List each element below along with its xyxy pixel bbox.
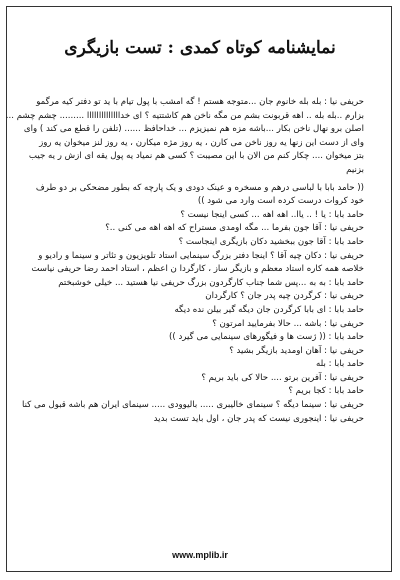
text-line: اصلن برو نهال ناخن بکار ...باشه مزه هم نمیزیزم ... خداحافظ ...... (تلفن را قطع می کند ) وای bbox=[23, 124, 364, 135]
text-line: حریفی نیا : دکان چیه آقا ؟ اینجا دفتر بزرگ سینمایی استاد تلویزیون و تئاتر و سینما و رادیو و bbox=[38, 250, 364, 261]
text-line: حامد بابا : ای بابا کرگردن جان دیگه گیر بیلن نده دیگه bbox=[174, 304, 364, 315]
text-line: حریفی نیا : آهان اومدید بازیگر بشید ؟ bbox=[229, 345, 364, 356]
text-line: حریفی نیا : اینجوری نیست که پدر جان ، اول باید تست بدید bbox=[153, 413, 364, 424]
text-line: حریفی نیا : آفرین برتو .... حالا کی باید بریم ؟ bbox=[201, 372, 364, 383]
text-line: خلاصه همه کاره استاد معظم و بازیگر ساز ، کارگردا ن اعظم ، استاد احمد رضا حریفی نیاست bbox=[31, 264, 364, 275]
page-title: نمایشنامه کوتاه کمدی : تست بازیگری bbox=[64, 38, 336, 58]
text-line: بزارم ..بله بله .. اهه قربونت بشم من مگه ناخن هم کاشتتیه ؟ ای خداااااااااااااا ......... چشم چشم ... bbox=[5, 110, 364, 121]
text-line: وای از دست این زنها یه روز ناخن می کارن ، یه روز مژه میکارن ، یه روز لنز میخوان یه روز bbox=[39, 137, 364, 148]
text-line: بزنیم bbox=[346, 164, 364, 175]
text-line: حامد بابا : کجا بریم ؟ bbox=[288, 386, 364, 397]
text-line: حامد بابا : به به ...پس شما جناب کارگردون بزرگ حریفی نیا هستید ... خیلی خوشبختم bbox=[58, 277, 364, 288]
text-line: حامد بابا : یا ! .. یاا.. اهه اهه ... کسی اینجا نیست ؟ bbox=[180, 209, 364, 220]
text-line: حامد بابا : آقا جون ببخشید دکان بازیگری اینجاست ؟ bbox=[178, 236, 364, 247]
text-line: حریفی نیا : سینما دیگه ؟ سینمای خالیبری ..... بالیوودی ..... سینمای ایران هم باشه قبول می کنا bbox=[21, 400, 364, 411]
text-line: حامد بابا : (( ژست ها و فیگورهای سینمایی می گیرد )) bbox=[169, 332, 364, 343]
text-line: (( حامد بابا با لباسی درهم و مسخره و عینک دودی و یک پارچه که بطور مضحکی بر دو طرف bbox=[35, 182, 364, 193]
text-line: بتز میخوان .... چکار کنم من الان با این مصیبت ؟ کسی هم نمیاد یه پول یقه ای ازش ر یه جیب bbox=[28, 151, 364, 162]
text-line: حریفی نیا : بله بله خانوم جان ...متوجه هستم ! گه امشب با پول تیام با ید تو دفتر کیه مرگمو bbox=[36, 97, 364, 107]
footer-url[interactable]: www.mplib.ir bbox=[172, 550, 228, 560]
text-line: حامد بابا : بله bbox=[316, 359, 364, 370]
play-text bbox=[5, 96, 364, 426]
text-line: حریفی نیا : آقا جون بفرما ... مگه اومدی مستراح که اهه اهه می کنی ..؟ bbox=[105, 223, 364, 234]
text-line: حریفی نیا : کرگردن چیه پدر جان ؟ کارگردان bbox=[205, 291, 364, 302]
text-line: خود کروات درست کرده است وارد می شود )) bbox=[197, 196, 364, 207]
text-line: حریفی نیا : باشه ... حالا بفرمایید امرتون ؟ bbox=[212, 318, 364, 329]
